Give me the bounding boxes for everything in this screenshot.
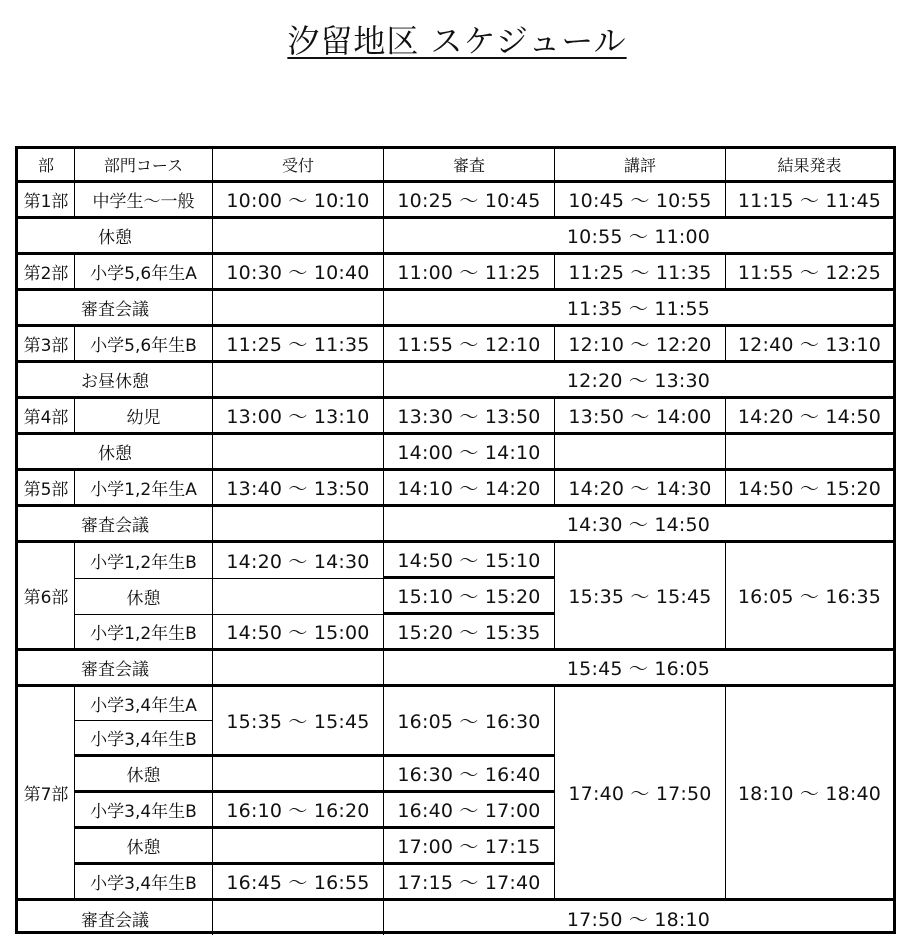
lunch-label: お昼休憩 (18, 363, 213, 399)
judging-time: 10:25 ～ 10:45 (384, 183, 555, 219)
empty-cell (213, 291, 384, 327)
meeting-label: 審査会議 (18, 901, 213, 935)
results-time: 18:10 ～ 18:40 (726, 687, 893, 901)
empty-cell (213, 219, 384, 255)
break-label: 休憩 (75, 757, 213, 793)
reception-time: 11:25 ～ 11:35 (213, 327, 384, 363)
course-cell: 小学3,4年生A (75, 687, 213, 721)
schedule-table (15, 146, 896, 934)
results-time: 11:15 ～ 11:45 (726, 183, 893, 219)
judging-time: 16:40 ～ 17:00 (384, 793, 555, 829)
reception-time: 10:30 ～ 10:40 (213, 255, 384, 291)
meeting-label: 審査会議 (18, 291, 213, 327)
reception-time: 13:00 ～ 13:10 (213, 399, 384, 435)
bu-cell: 第1部 (18, 183, 75, 219)
break-time: 14:00 ～ 14:10 (384, 435, 555, 471)
empty-cell (213, 435, 384, 471)
break-label: 休憩 (18, 435, 213, 471)
reception-time: 16:45 ～ 16:55 (213, 865, 384, 901)
header-judging: 審査 (384, 149, 555, 183)
header-reception: 受付 (213, 149, 384, 183)
judging-time: 13:30 ～ 13:50 (384, 399, 555, 435)
course-cell: 小学3,4年生B (75, 793, 213, 829)
break-label: 休憩 (75, 829, 213, 865)
review-time: 17:40 ～ 17:50 (555, 687, 726, 901)
header-course: 部門コース (75, 149, 213, 183)
header-review: 講評 (555, 149, 726, 183)
review-time: 10:45 ～ 10:55 (555, 183, 726, 219)
empty-cell (213, 757, 384, 793)
judging-time: 16:05 ～ 16:30 (384, 687, 555, 757)
empty-cell (213, 651, 384, 687)
bu-cell: 第2部 (18, 255, 75, 291)
course-cell: 小学5,6年生B (75, 327, 213, 363)
review-time: 12:10 ～ 12:20 (555, 327, 726, 363)
meeting-label: 審査会議 (18, 507, 213, 543)
course-cell: 小学5,6年生A (75, 255, 213, 291)
empty-cell (213, 507, 384, 543)
break-label: 休憩 (18, 219, 213, 255)
bu-cell: 第5部 (18, 471, 75, 507)
course-cell: 小学1,2年生A (75, 471, 213, 507)
course-cell: 小学3,4年生B (75, 865, 213, 901)
judging-time: 17:15 ～ 17:40 (384, 865, 555, 901)
header-results: 結果発表 (726, 149, 893, 183)
meeting-label: 審査会議 (18, 651, 213, 687)
bu-cell: 第3部 (18, 327, 75, 363)
break-time: 17:00 ～ 17:15 (384, 829, 555, 865)
break-time: 16:30 ～ 16:40 (384, 757, 555, 793)
bu-cell: 第6部 (18, 543, 75, 651)
reception-time: 14:50 ～ 15:00 (213, 615, 384, 651)
course-cell: 小学1,2年生B (75, 615, 213, 651)
empty-cell (213, 901, 384, 935)
results-time: 14:50 ～ 15:20 (726, 471, 893, 507)
results-time: 16:05 ～ 16:35 (726, 543, 893, 651)
course-cell: 小学3,4年生B (75, 721, 213, 757)
results-time: 14:20 ～ 14:50 (726, 399, 893, 435)
meeting-time: 11:35 ～ 11:55 (384, 291, 893, 327)
lunch-time: 12:20 ～ 13:30 (384, 363, 893, 399)
empty-cell (555, 435, 726, 471)
course-cell: 小学1,2年生B (75, 543, 213, 579)
judging-time: 11:00 ～ 11:25 (384, 255, 555, 291)
page-title: 汐留地区 スケジュール (287, 22, 627, 60)
meeting-time: 14:30 ～ 14:50 (384, 507, 893, 543)
judging-time: 14:50 ～ 15:10 (384, 543, 555, 579)
judging-time: 14:10 ～ 14:20 (384, 471, 555, 507)
reception-time: 15:35 ～ 15:45 (213, 687, 384, 757)
empty-cell (726, 435, 893, 471)
review-time: 14:20 ～ 14:30 (555, 471, 726, 507)
empty-cell (213, 363, 384, 399)
reception-time: 14:20 ～ 14:30 (213, 543, 384, 579)
empty-cell (213, 579, 384, 615)
judging-time: 15:20 ～ 15:35 (384, 615, 555, 651)
results-time: 12:40 ～ 13:10 (726, 327, 893, 363)
course-cell: 中学生〜一般 (75, 183, 213, 219)
review-time: 11:25 ～ 11:35 (555, 255, 726, 291)
break-label: 休憩 (75, 579, 213, 615)
reception-time: 10:00 ～ 10:10 (213, 183, 384, 219)
meeting-time: 17:50 ～ 18:10 (566, 908, 711, 931)
course-cell: 幼児 (75, 399, 213, 435)
review-time: 13:50 ～ 14:00 (555, 399, 726, 435)
judging-time: 11:55 ～ 12:10 (384, 327, 555, 363)
break-time: 10:55 ～ 11:00 (384, 219, 893, 255)
review-time: 15:35 ～ 15:45 (555, 543, 726, 651)
empty-cell (213, 829, 384, 865)
bu-cell: 第7部 (18, 687, 75, 901)
meeting-time: 15:45 ～ 16:05 (384, 651, 893, 687)
reception-time: 16:10 ～ 16:20 (213, 793, 384, 829)
header-bu: 部 (18, 149, 75, 183)
results-time: 11:55 ～ 12:25 (726, 255, 893, 291)
bu-cell: 第4部 (18, 399, 75, 435)
break-time: 15:10 ～ 15:20 (384, 579, 555, 615)
reception-time: 13:40 ～ 13:50 (213, 471, 384, 507)
